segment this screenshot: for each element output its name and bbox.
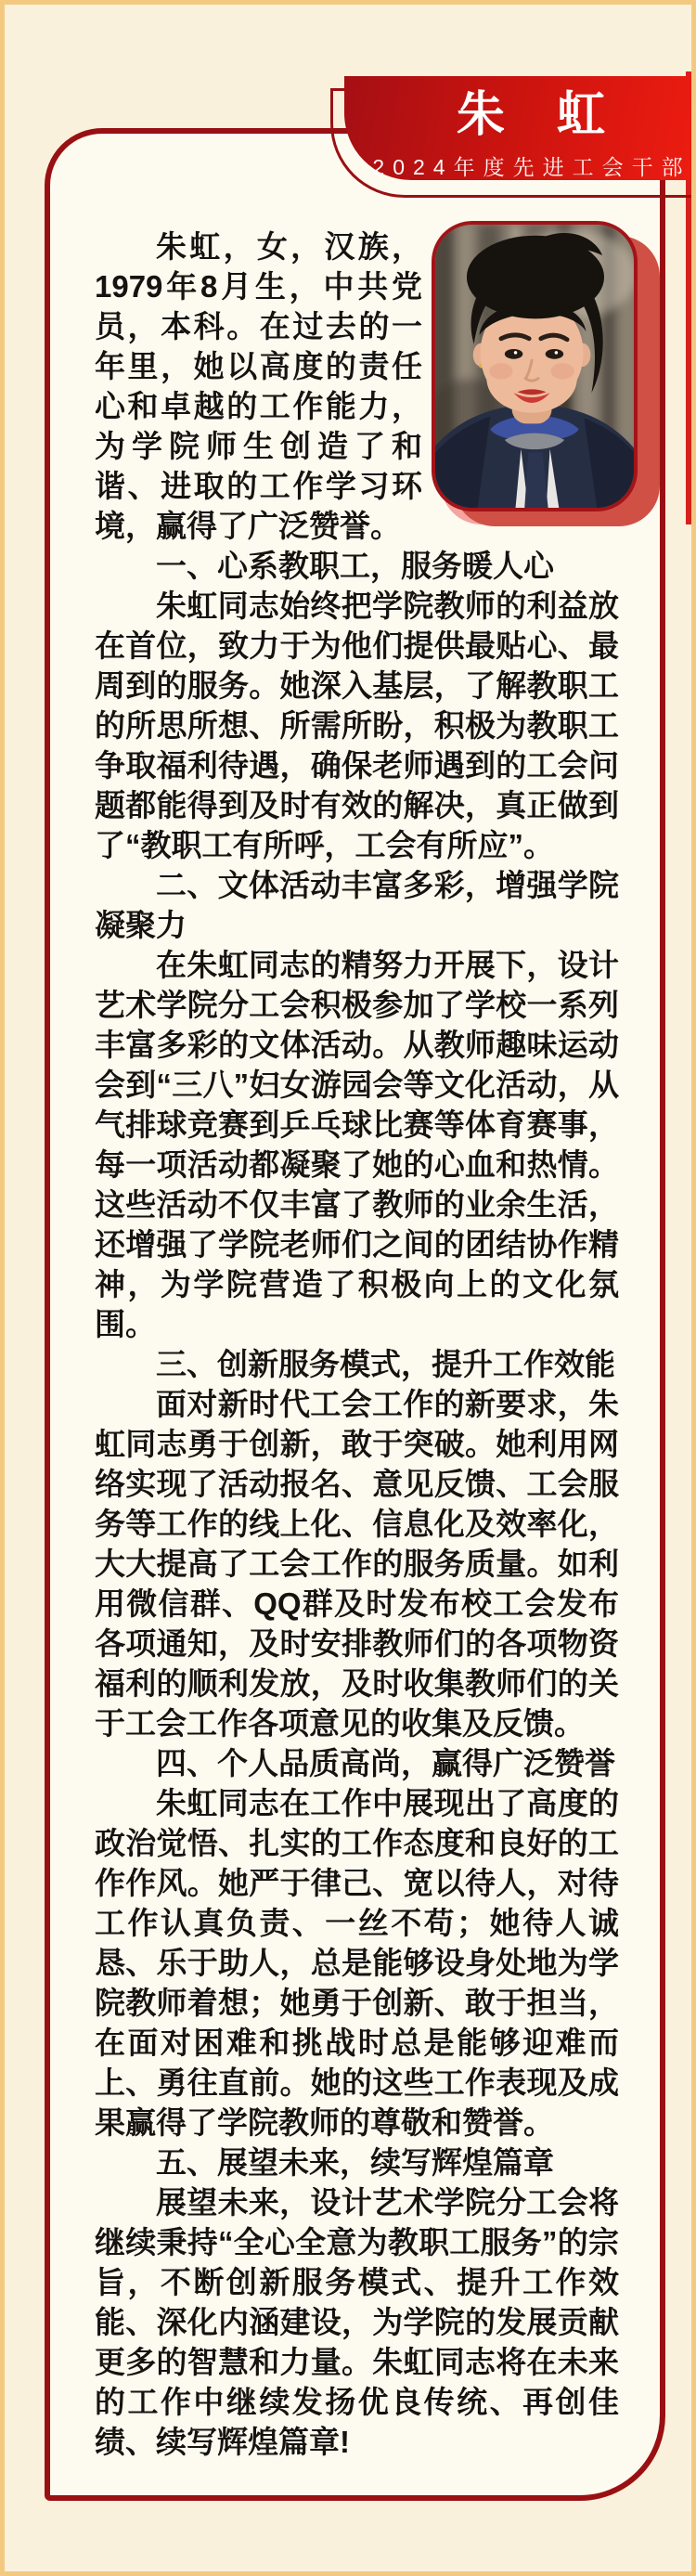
award-subtitle: 2024年度先进工会干部	[372, 155, 691, 180]
section-body-5: 展望未来，设计艺术学院分工会将继续秉持“全心全意为教职工服务”的宗旨，不断创新服务模式、提升工作效能、深化内涵建设，为学院的发展贡献更多的智慧和力量。朱虹同志将在未来的工作中继续发扬优良传统、再创佳绩、续写辉煌篇章!	[95, 2185, 619, 2459]
section-heading-5: 五、展望未来，续写辉煌篇章	[156, 2145, 554, 2180]
section-body-2: 在朱虹同志的精努力开展下，设计艺术学院分工会积极参加了学校一系列丰富多彩的文体活动。从教师趣味运动会到“三八”妇女游园会等文化活动，从气排球竞赛到乒乓球比赛等体育赛事，每一项活动都凝聚了她的心血和热情。这些活动不仅丰富了教师的业余生活，还增强了学院老师们之间的团结协作精神，为学院营造了积极向上的文化氛围。	[95, 948, 619, 1341]
section-heading-3: 三、创新服务模式，提升工作效能	[156, 1347, 615, 1381]
profile-article	[95, 227, 619, 2462]
section-heading-4: 四、个人品质高尚，赢得广泛赞誉	[156, 1746, 615, 1780]
portrait-photo-frame	[432, 221, 638, 511]
section-heading-2: 二、文体活动丰富多彩，增强学院凝聚力	[95, 868, 619, 942]
profile-content-inner	[50, 134, 660, 2495]
section-body-4: 朱虹同志在工作中展现出了高度的政治觉悟、扎实的工作态度和良好的工作作风。她严于律己、宽以待人，对待工作认真负责、一丝不苟；她待人诚恳、乐于助人，总是能够设身处地为学院教师着想；她勇于创新、敢于担当，在面对困难和挑战时总是能够迎难而上、勇往直前。她的这些工作表现及成果赢得了学院教师的尊敬和赞誉。	[95, 1786, 619, 2140]
photo-group	[432, 221, 660, 527]
profile-content-box	[45, 128, 665, 2501]
portrait-photo	[435, 225, 634, 508]
section-body-3: 面对新时代工会工作的新要求，朱虹同志勇于创新，敢于突破。她利用网络实现了活动报名、意见反馈、工会服务等工作的线上化、信息化及效率化，大大提高了工会工作的服务质量。如利用微信群、QQ群及时发布校工会发布各项通知，及时安排教师们的各项物资福利的顺利发放，及时收集教师们的关于工会工作各项意见的收集及反馈。	[95, 1387, 619, 1741]
section-body-1: 朱虹同志始终把学院教师的利益放在首位，致力于为他们提供最贴心、最周到的服务。她深入基层，了解教职工的所思所想、所需所盼，积极为教职工争取福利待遇，确保老师遇到的工会问题都能得到及时有效的解决，真正做到了“教职工有所呼，工会有所应”。	[95, 589, 619, 862]
intro-paragraph: 朱虹，女，汉族，1979年8月生，中共党员，本科。在过去的一年里，她以高度的责任心和卓越的工作能力，为学院师生创造了和谐、进取的工作学习环境，赢得了广泛赞誉。	[95, 229, 422, 543]
name-banner	[344, 76, 691, 180]
person-name: 朱 虹	[456, 88, 607, 142]
section-heading-1: 一、心系教职工，服务暖人心	[156, 549, 554, 583]
